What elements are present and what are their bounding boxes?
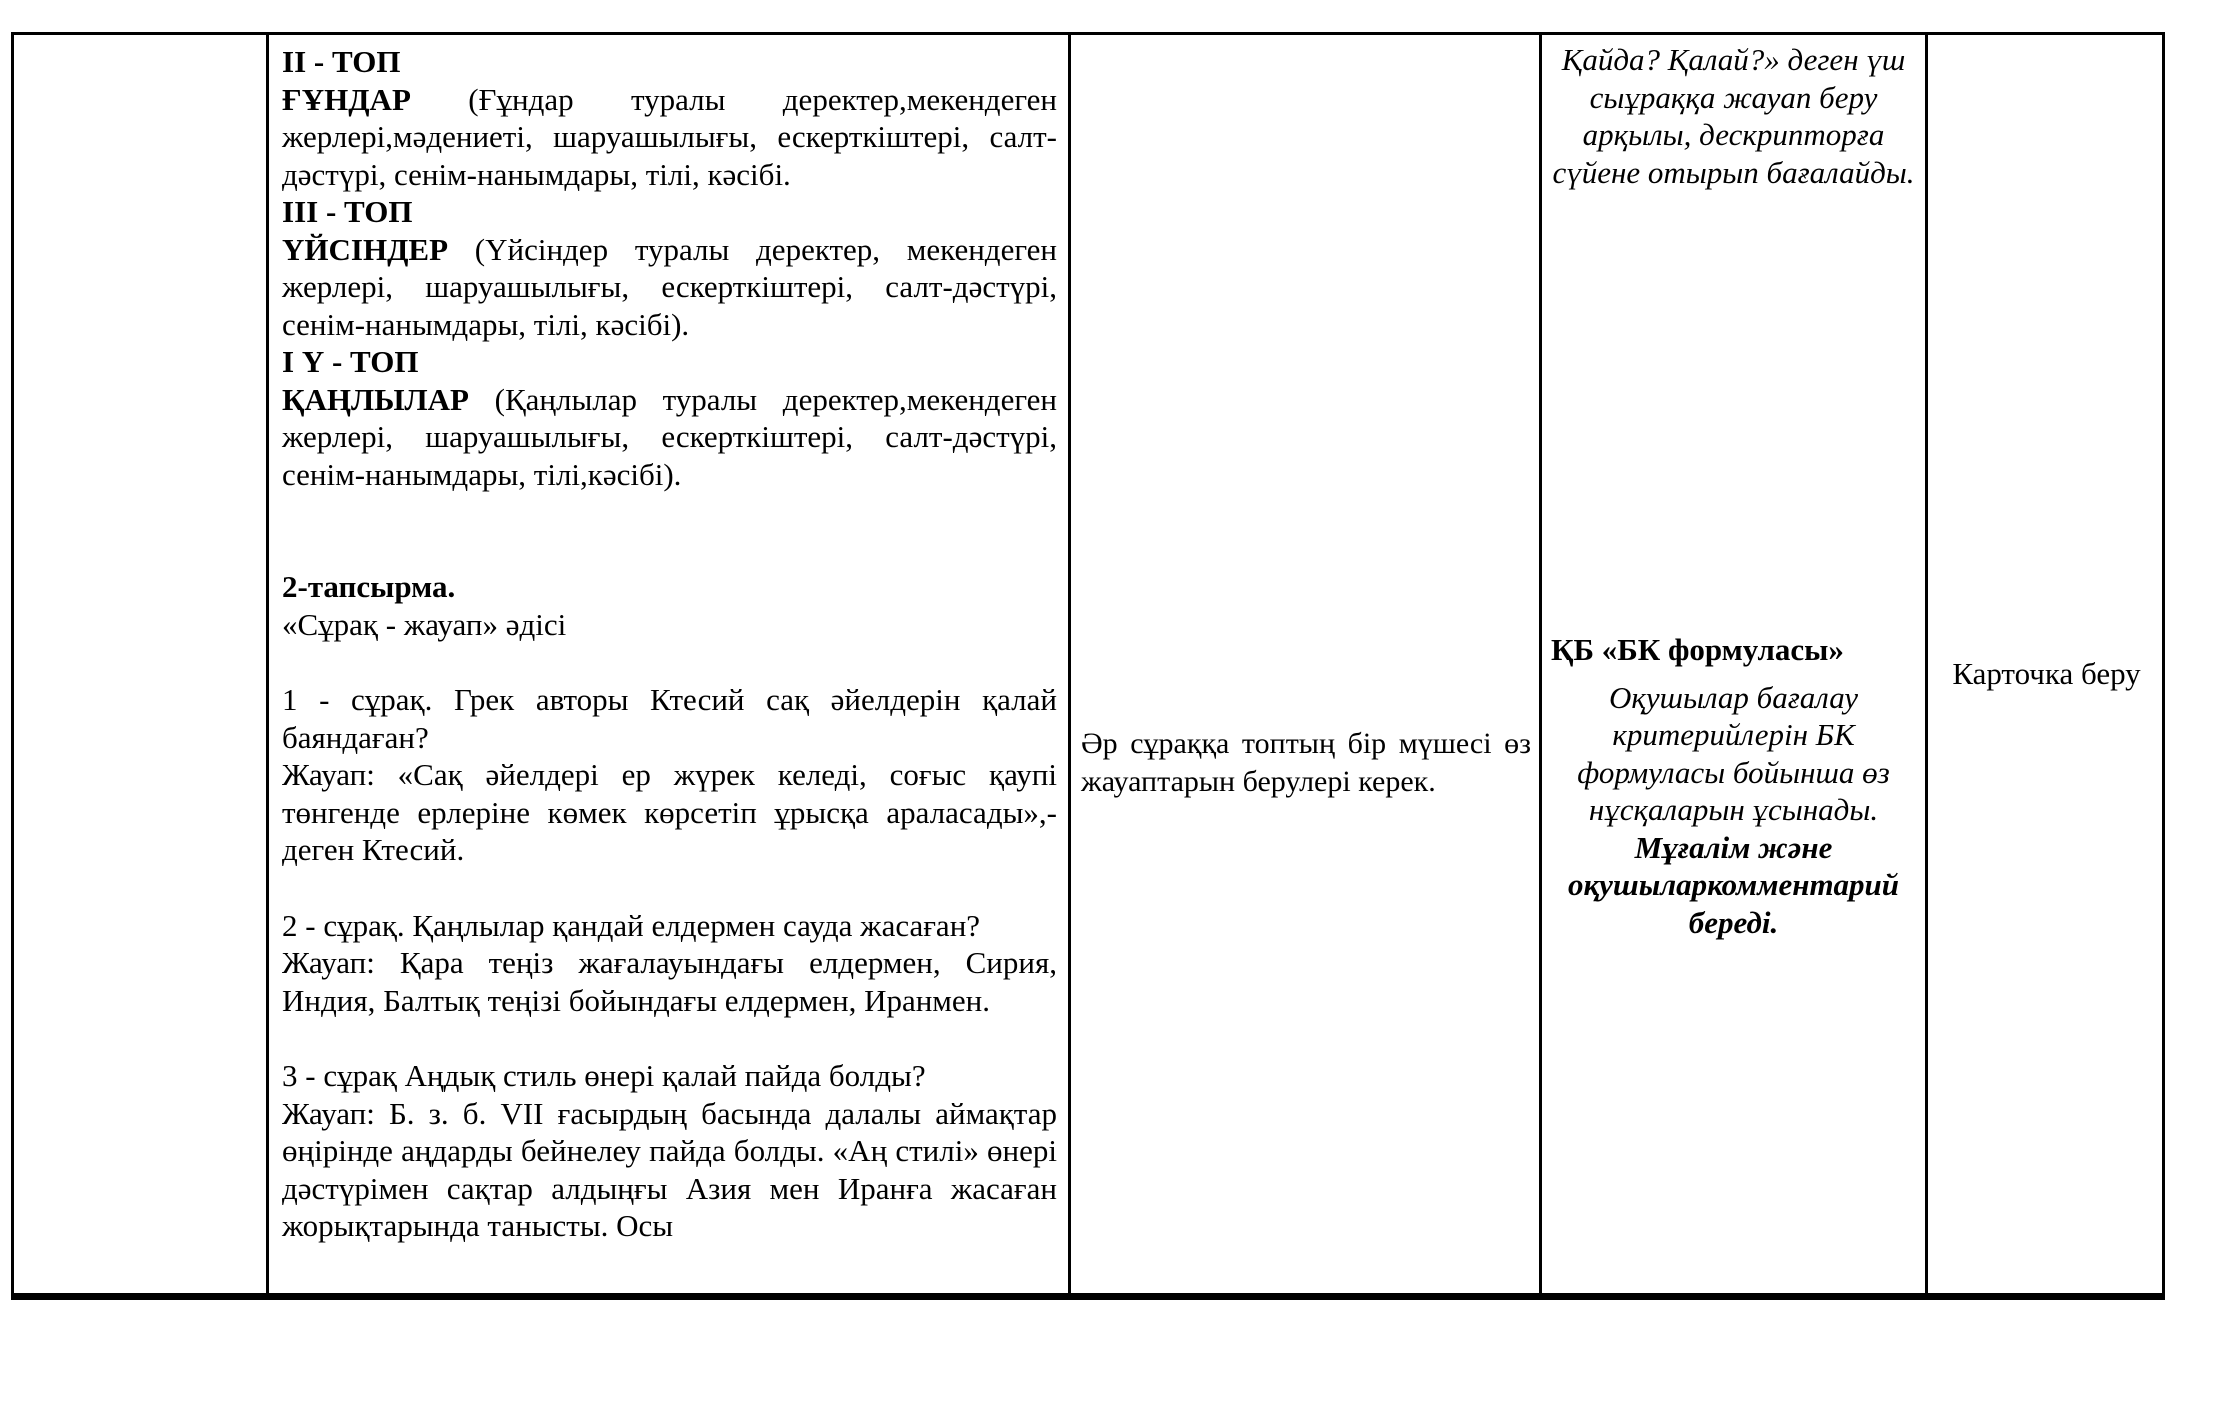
- answer: Жауап: «Сақ әйелдері ер жүрек келеді, соғыс қаупі төнгенде ерлеріне көмек көрсетіп ұрысқа араласады»,- деген Ктесий.: [282, 757, 1057, 867]
- organization-note: Әр сұраққа топтың бір мүшесі өз жауаптарын берулері керек.: [1081, 727, 1531, 798]
- group-name: ҚАҢЛЫЛАР: [282, 381, 469, 417]
- group-title: II - ТОП: [282, 44, 401, 79]
- answer: Жауап: Қара теңіз жағалауындағы елдермен, Сирия, Индия, Балтық теңізі бойындағы елдермен, Иранмен.: [282, 945, 1057, 1018]
- group-block-2: [282, 43, 1057, 193]
- resources-label: Карточка беру: [1952, 656, 2141, 691]
- answer: Жауап: Б. з. б. VII ғасырдың басында далалы аймақтар өңірінде аңдарды бейнелеу пайда болды. «Аң стилі» өнері дәстүрімен сақтар алдыңғы Азия мен Иранға жасаған жорықтарында танысты. Осы: [282, 1095, 1057, 1243]
- question: 3 - сұрақ Аңдық стиль өнері қалай пайда болды?: [282, 1058, 926, 1093]
- group-title: І Ү - ТОП: [282, 344, 419, 379]
- qa-pair-1: [282, 681, 1057, 869]
- assessment-feedback-block: [1551, 631, 1916, 941]
- column-resources: [1928, 35, 2165, 1293]
- column-organization: [1071, 35, 1542, 1293]
- group-description: [282, 81, 1057, 194]
- assessment-continued-text: Қайда? Қалай?» деген үш сыұраққа жауап беру арқылы, дескрипторға сүйене отырып бағалайды.: [1552, 42, 1915, 190]
- group-title: III - ТОП: [282, 194, 413, 229]
- column-empty: [14, 35, 269, 1293]
- column-lesson-activities: [269, 35, 1071, 1293]
- question: 1 - сұрақ. Грек авторы Ктесий сақ әйелдерін қалай баяндаған?: [282, 682, 1057, 755]
- task-method: «Сұрақ - жауап» әдісі: [282, 606, 567, 642]
- feedback-description: Оқушылар бағалау критерийлерін БК формуласы бойынша өз нұсқаларын ұсынады.: [1577, 679, 1890, 827]
- task-title: 2-тапсырма.: [282, 569, 456, 604]
- group-description: [282, 381, 1057, 494]
- feedback-comment: Мұғалім және оқушыларкомментарий береді.: [1567, 829, 1900, 940]
- group-details: (Үйсіндер туралы деректер, мекендеген жерлері, шаруашылығы, ескерткіштері, салт-дәстүрі, сенім-нанымдары, тілі, кәсібі).: [282, 231, 1057, 342]
- feedback-title: ҚБ «БК формуласы»: [1551, 632, 1844, 667]
- qa-pair-2: [282, 907, 1057, 1020]
- group-block-3: [282, 193, 1057, 343]
- group-details: (Ғұндар туралы деректер,мекендеген жерлері,мәдениеті, шаруашылығы, ескерткіштері, салт-дәстүрі, сенім-нанымдары, тілі, кәсібі.: [282, 81, 1057, 192]
- qa-pair-3: [282, 1057, 1057, 1245]
- group-block-4: [282, 343, 1057, 493]
- question: 2 - сұрақ. Қаңлылар қандай елдермен сауда жасаған?: [282, 907, 981, 943]
- lesson-plan-table: [11, 32, 2165, 1300]
- column-assessment: [1542, 35, 1928, 1293]
- group-details: (Қаңлылар туралы деректер,мекендеген жерлері, шаруашылығы, ескерткіштері, салт-дәстүрі, сенім-нанымдары, тілі,кәсібі).: [282, 381, 1057, 492]
- group-description: [282, 231, 1057, 344]
- group-name: ҮЙСІНДЕР: [282, 231, 449, 267]
- group-name: ҒҰНДАР: [282, 81, 411, 117]
